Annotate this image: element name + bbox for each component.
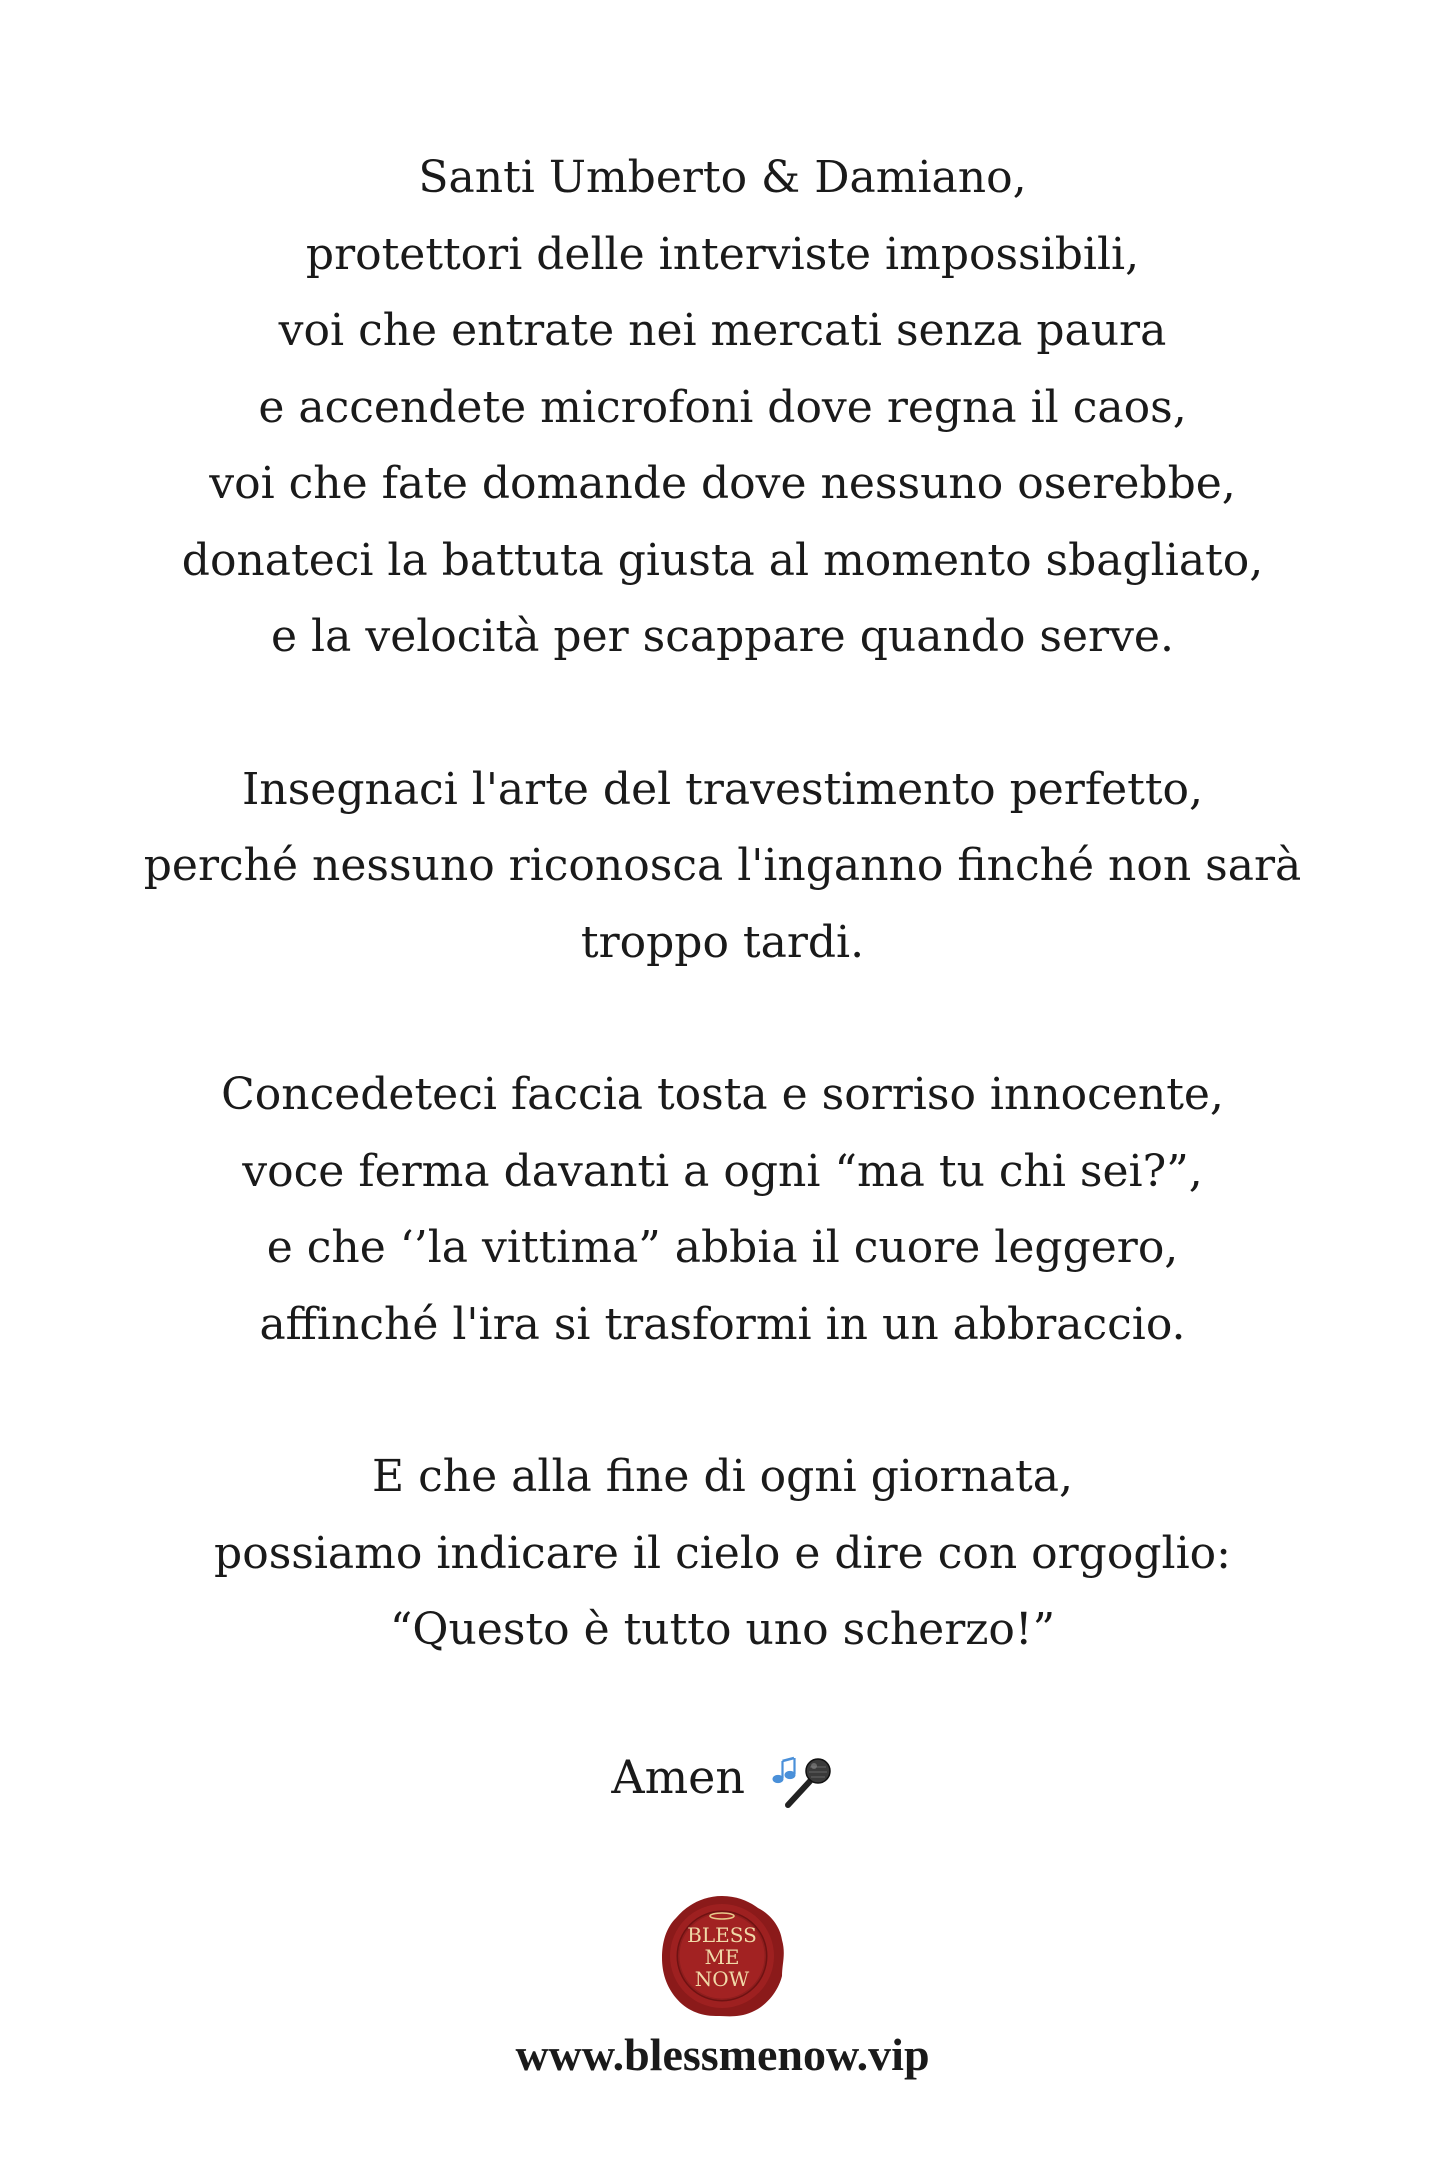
prayer-line: e accendete microfoni dove regna il caos, — [258, 381, 1187, 433]
amen-text: Amen — [611, 1750, 746, 1804]
website-url[interactable]: www.blessmenow.vip — [515, 2029, 930, 2080]
prayer-line: voi che entrate nei mercati senza paura — [278, 305, 1167, 356]
stanza-3 — [0, 1057, 1445, 1363]
prayer-line: “Questo è tutto uno scherzo!” — [389, 1604, 1056, 1655]
prayer-line: Santi Umberto & Damiano, — [418, 152, 1027, 203]
closing-amen — [0, 1742, 1445, 1812]
prayer-text — [0, 140, 1445, 1745]
seal-text-line-1: BLESS — [687, 1923, 757, 1947]
stanza-2 — [0, 752, 1445, 982]
prayer-line: E che alla fine di ogni giornata, — [372, 1451, 1073, 1502]
seal-text-line-3: NOW — [694, 1967, 750, 1991]
prayer-line: e che ‘’la vittima” abbia il cuore leggero, — [266, 1222, 1179, 1273]
seal-text-line-2: ME — [704, 1945, 740, 1969]
prayer-line: donateci la battuta giusta al momento sbagliato, — [181, 534, 1264, 586]
microphone-music-icon — [770, 1753, 834, 1809]
prayer-line: e la velocità per scappare quando serve. — [271, 611, 1174, 662]
prayer-line: protettori delle interviste impossibili, — [305, 228, 1140, 280]
stanza-1 — [0, 140, 1445, 676]
prayer-line: possiamo indicare il cielo e dire con orgoglio: — [214, 1527, 1231, 1579]
prayer-line: voi che fate domande dove nessuno oserebbe, — [209, 458, 1236, 509]
prayer-line: voce ferma davanti a ogni “ma tu chi sei?”, — [242, 1145, 1203, 1197]
bless-me-now-seal-logo — [658, 1892, 786, 2020]
stanza-4 — [0, 1439, 1445, 1669]
prayer-line: perché nessuno riconosca l'inganno finché non sarà — [143, 840, 1302, 891]
prayer-line: Concedeteci faccia tosta e sorriso innocente, — [221, 1069, 1224, 1120]
prayer-line: affinché l'ira si trasformi in un abbraccio. — [259, 1298, 1186, 1350]
prayer-line: troppo tardi. — [580, 916, 865, 968]
prayer-line: Insegnaci l'arte del travestimento perfetto, — [241, 763, 1204, 815]
